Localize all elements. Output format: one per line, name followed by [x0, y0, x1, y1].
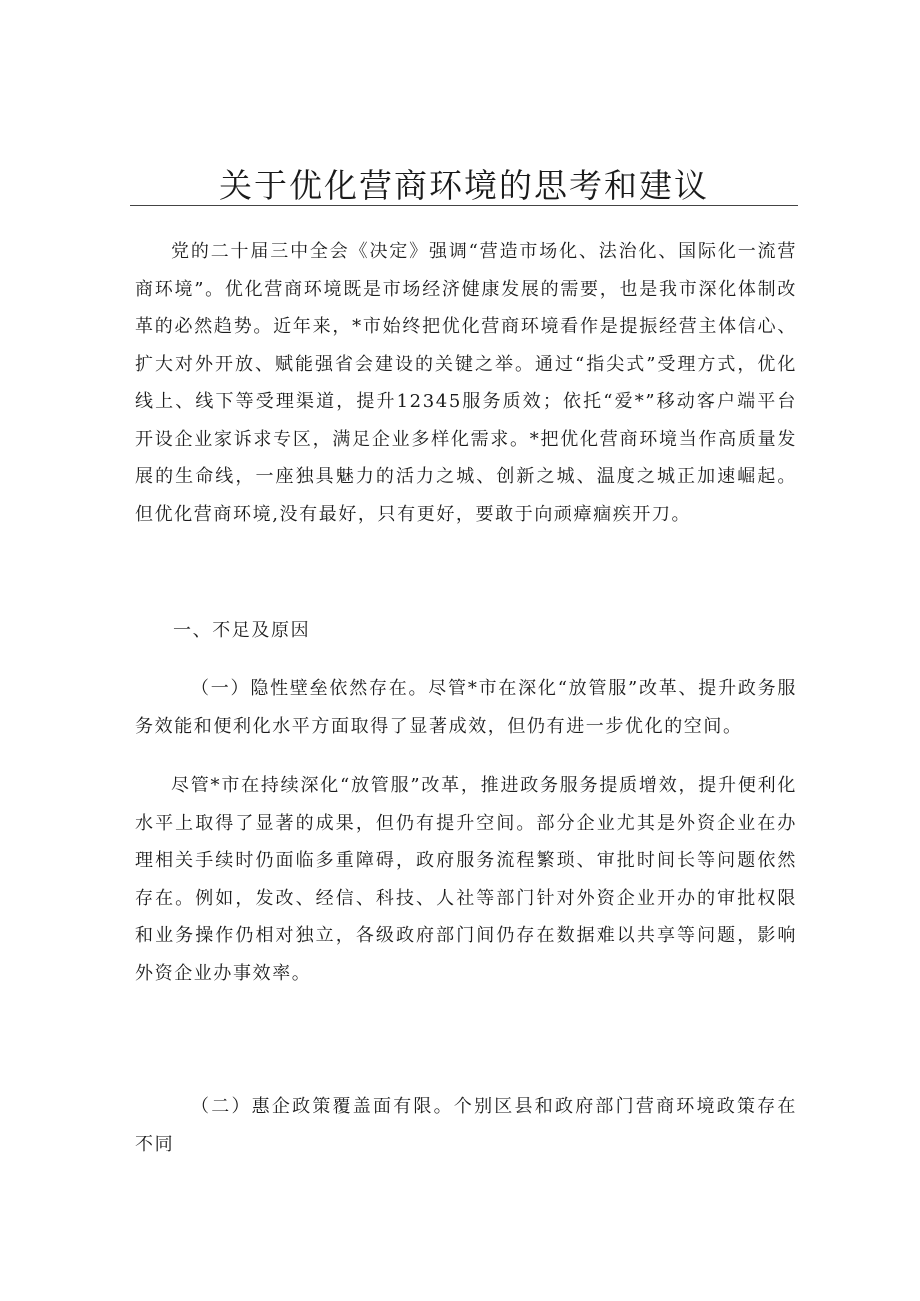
body-paragraph: 尽管*市在持续深化“放管服”改革，推进政务服务提质增效，提升便利化水平上取得了显著的成果，但仍有提升空间。部分企业尤其是外资企业在办理相关手续时仍面临多重障碍，政府服务流程繁琐、审批时间长等问题依然存在。例如，发改、经信、科技、人社等部门针对外资企业开办的审批权限和业务操作仍相对独立，各级政府部门间仍存在数据难以共享等问题，影响外资企业办事效率。: [135, 775, 797, 984]
section-heading: 一、不足及原因: [173, 620, 311, 641]
subsection-1-paragraph: （一）隐性壁垒依然存在。尽管*市在深化“放管服”改革、提升政务服务效能和便利化水平方面取得了显著成效，但仍有进一步优化的空间。: [135, 678, 797, 737]
subsection-2-paragraph: （二）惠企政策覆盖面有限。个别区县和政府部门营商环境政策存在不同: [135, 1096, 797, 1155]
document-title: 关于优化营商环境的思考和建议: [219, 166, 709, 205]
intro-paragraph: 党的二十届三中全会《决定》强调“营造市场化、法治化、国际化一流营商环境”。优化营商环境既是市场经济健康发展的需要，也是我市深化体制改革的必然趋势。近年来，*市始终把优化营商环境看作是提振经营主体信心、扩大对外开放、赋能强省会建设的关键之举。通过“指尖式”受理方式，优化线上、线下等受理渠道，提升12345服务质效；依托“爱*”移动客户端平台开设企业家诉求专区，满足企业多样化需求。*把优化营商环境当作高质量发展的生命线，一座独具魅力的活力之城、创新之城、温度之城正加速崛起。但优化营商环境,没有最好，只有更好，要敢于向顽瘴痼疾开刀。: [135, 241, 797, 525]
title-underline: [130, 205, 798, 206]
